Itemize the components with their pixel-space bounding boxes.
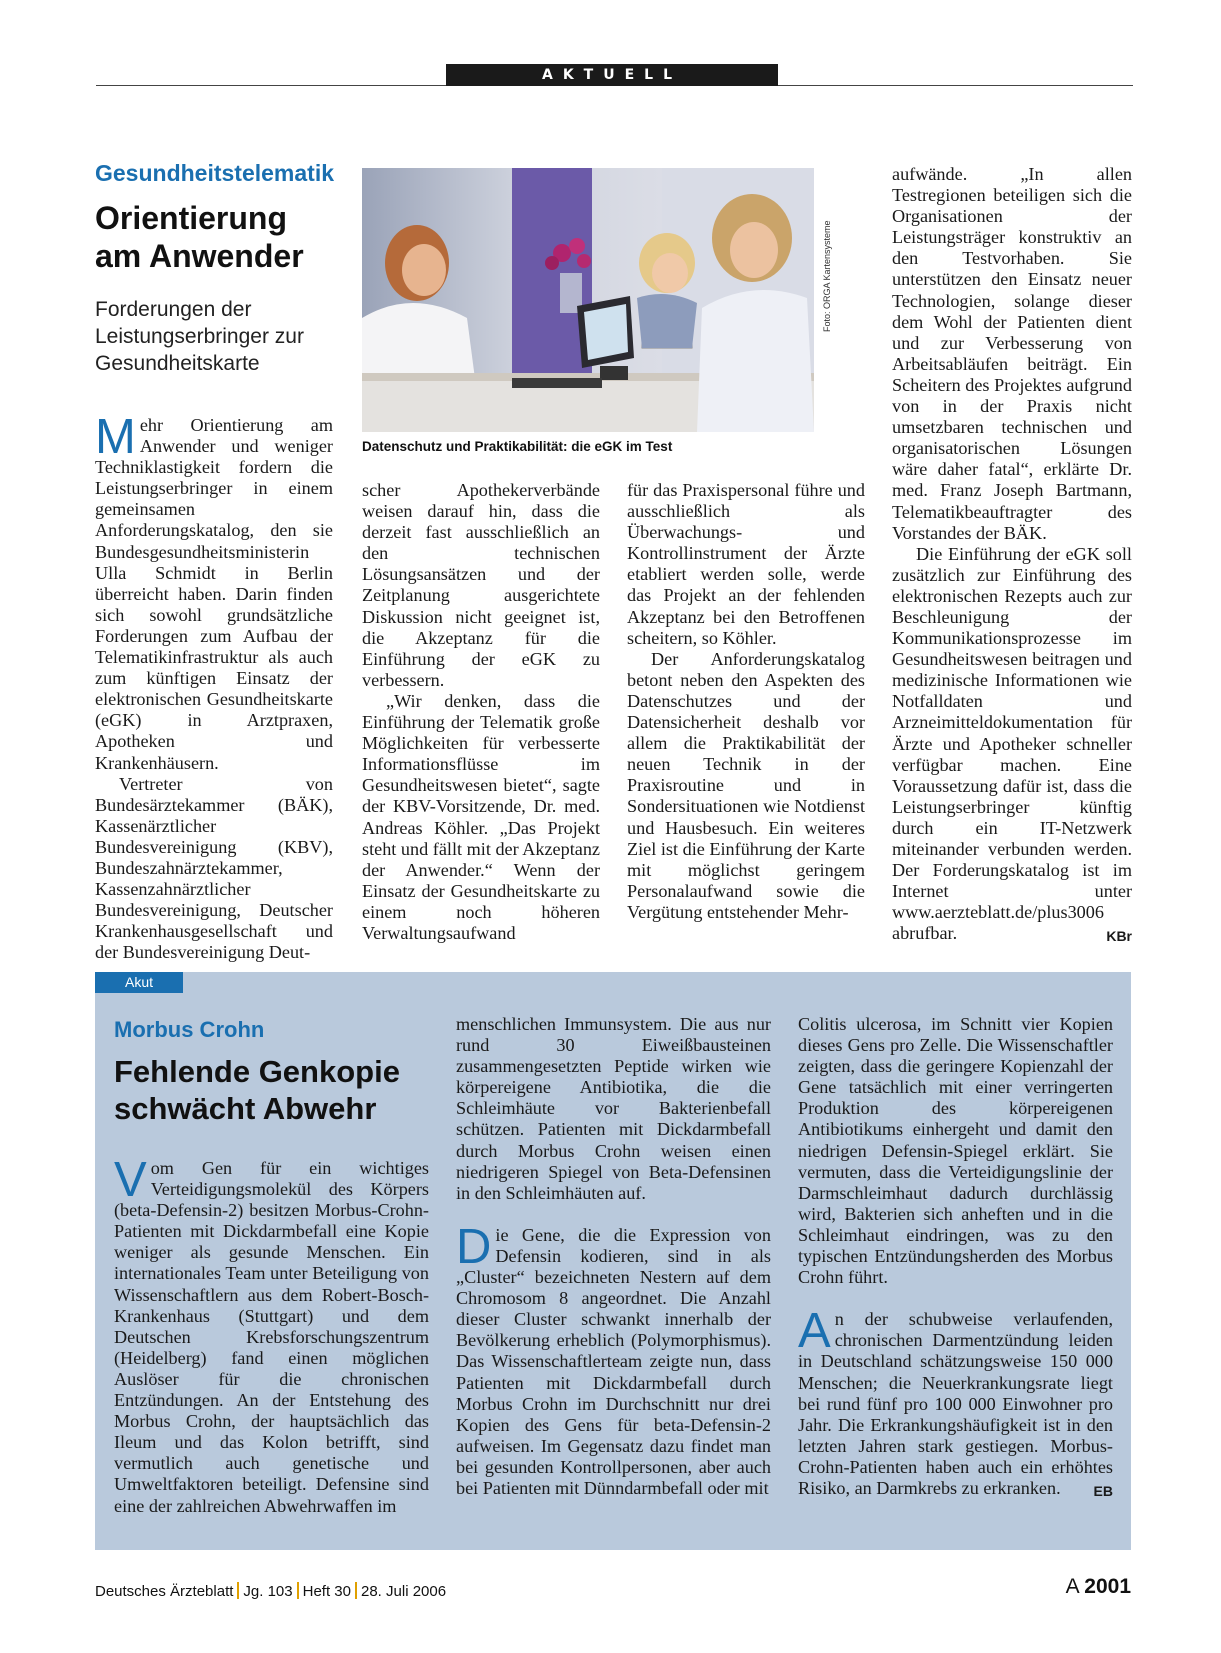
- author-signature: EB: [1093, 1482, 1113, 1499]
- article1-headline-line1: Orientierung: [95, 200, 288, 236]
- paragraph: Die Gene, die die Expression von Defensin kodieren, sind in als „Cluster“ bezeichneten Nestern auf dem Chromosom 8 angeordnet. Die Anzahl dieser Cluster schwankt innerhalb der Bevölkerung erheblich (Polymorphismus). Das Wissenschaftlerteam zeigte nun, dass Patienten mit Dickdarmbefall durch Morbus Crohn im Durchschnitt nur drei Kopien des Gens für beta-Defensin-2 aufweisen. Im Gegensatz dazu findet man bei gesunden Kontrollpersonen, aber auch bei Patienten mit Dünndarmbefall oder mit: [456, 1219, 771, 1498]
- paragraph: Mehr Orientierung am Anwender und weniger Techniklastigkeit fordern die Leistungserbringer in einem gemeinsamen Anforderungskatalog, den sie Bundesgesundheitsministerin Ulla Schmidt in Berlin überreicht haben. Darin finden sich sowohl grundsätzliche Forderungen zum Aufbau der Telematikinfrastruktur als auch zum künftigen Einsatz der elektronischen Gesundheitskarte (eGK) in Arztpraxen, Apotheken und Krankenhäusern.: [95, 410, 333, 773]
- subhead-line: Forderungen der: [95, 298, 252, 321]
- page-number: A 2001: [1065, 1575, 1131, 1598]
- drop-cap: V: [114, 1153, 147, 1207]
- footer-separator: [237, 1582, 239, 1599]
- article1-column-3: [627, 480, 865, 923]
- photo-credit: Foto: ORGA Kartensysteme: [822, 220, 832, 332]
- article1-kicker: Gesundheitstelematik: [95, 160, 335, 186]
- article2-column-1: [114, 1153, 429, 1517]
- paragraph: An der schubweise verlaufenden, chronischen Darmentzündung leiden in Deutschland schätzungsweise 150 000 Menschen; die Neuerkrankungsrate liegt bei rund fünf pro 100 000 Einwohner pro Jahr. Die Erkrankungshäufigkeit ist in den letzten Jahren stark gestiegen. Morbus-Crohn-Patienten haben auch ein erhöhtes Risiko, an Darmkrebs zu erkranken. EB: [798, 1309, 1113, 1499]
- paragraph: für das Praxispersonal führe und ausschließlich als Überwachungs- und Kontrollinstrument der Ärzte etabliert werden solle, werde das Projekt an der fehlenden Akzeptanz bei den Betroffenen scheitern, so Köhler.: [627, 480, 865, 648]
- journal-issue: Heft 30: [302, 1583, 351, 1600]
- subhead-line: Leistungserbringer zur: [95, 325, 304, 348]
- paragraph: Colitis ulcerosa, im Schnitt vier Kopien dieses Gens pro Zelle. Die Wissenschaftler zeigten, dass die geringere Kopienzahl der Gene tatsächlich mit einer verringerten Produktion des körpereigenen Antibiotikums einhergeht und damit den niedrigen Defensin-Spiegel erklärt. Sie vermuten, dass die Verteidigungslinie der Darmschleimhaut dadurch durchlässig wird, Bakterien sich anheften und in die Schleimhaut eindringen, was zu den typischen Entzündungsherden des Morbus Crohn führt.: [798, 1014, 1113, 1288]
- article1-headline-line2: am Anwender: [95, 237, 304, 274]
- paragraph: scher Apothekerverbände weisen darauf hin, dass die derzeit fast ausschließlich an den technischen Lösungsansätzen und der Zeitplanung ausgerichtete Diskussion nicht geeignet ist, die Akzeptanz für die Einführung der eGK zu verbessern.: [362, 480, 600, 690]
- drop-cap: D: [456, 1219, 492, 1274]
- paragraph: Der Anforderungskatalog betont neben den Aspekten des Datenschutzes und der Datensicherheit deshalb vor allem die Praktikabilität der neuen Technik in der Praxisroutine und in Sondersituationen wie Notdienst und Hausbesuch. Ein weiteres Ziel ist die Einführung der Karte mit möglichst geringem Personalaufwand sowie die Vergütung entstehender Mehr-: [627, 648, 865, 922]
- reception-desk-photo: [362, 168, 814, 432]
- article2-kicker: Morbus Crohn: [114, 1017, 265, 1042]
- section-label: AKTUELL: [446, 64, 778, 86]
- paragraph: „Wir denken, dass die Einführung der Telematik große Möglichkeiten für verbesserte Informationsflüsse im Gesundheitswesen bietet“, sagte der KBV-Vorsitzende, Dr. med. Andreas Köhler. „Das Projekt steht und fällt mit der Akzeptanz der Anwender.“ Wenn der Einsatz der Gesundheitskarte zu einem noch höheren Verwaltungsaufwand: [362, 690, 600, 943]
- subhead-line: Gesundheitskarte: [95, 352, 260, 375]
- photo-caption: Datenschutz und Praktikabilität: die eGK im Test: [362, 439, 673, 454]
- akut-tab: Akut: [95, 972, 183, 993]
- article1-column-1: [95, 410, 333, 963]
- footer-separator: [355, 1582, 357, 1599]
- article1-column-2: [362, 480, 600, 944]
- article2-headline-line1: Fehlende Genkopie: [114, 1054, 400, 1089]
- page-footer: [95, 1582, 446, 1600]
- drop-cap: M: [95, 410, 136, 464]
- article2-column-3: [798, 1014, 1113, 1502]
- paragraph: aufwände. „In allen Testregionen beteiligen sich die Organisationen der Leistungsträger konstruktiv an den Testvorhaben. Sie unterstützen den Einsatz neuer Technologien, solange dieser dem Wohl der Patienten dient und zur Verbesserung von Arbeitsabläufen beiträgt. Ein Scheitern des Projektes aufgrund von in der Praxis nicht umsetzbaren technischen und organisatorischen Lösungen wäre daher fatal“, erklärte Dr. med. Franz Joseph Bartmann, Telematikbeauftragter des Vorstandes der BÄK.: [892, 164, 1132, 543]
- drop-cap: A: [798, 1304, 831, 1359]
- paragraph: Vertreter von Bundesärztekammer (BÄK), Kassenärztlicher Bundesvereinigung (KBV), Bundeszahnärztekammer, Kassenzahnärztlicher Bundesvereinigung, Deutscher Krankenhausgesellschaft und der Bundesvereinigung Deut-: [95, 773, 333, 963]
- article1-headline: [95, 200, 304, 276]
- paragraph: menschlichen Immunsystem. Die aus nur rund 30 Eiweißbausteinen zusammengesetzten Peptide wirken wie körpereigene Antibiotika, die die Schleimhäute vor Bakterienbefall schützen. Patienten mit Dickdarmbefall durch Morbus Crohn weisen einen niedrigeren Spiegel von Beta-Defensinen in den Schleimhäuten auf.: [456, 1014, 771, 1203]
- paragraph: Die Einführung der eGK soll zusätzlich zur Einführung des elektronischen Rezepts auch zur Beschleunigung der Kommunikationsprozesse im Gesundheitswesen beitragen und medizinische Informationen wie Notfalldaten und Arzneimitteldokumentation für Ärzte und Apotheker schneller verfügbar machen. Eine Voraussetzung dafür ist, dass die Leistungserbringer künftig durch ein IT-Netzwerk miteinander verbunden werden. Der Forderungskatalog ist im Internet unter www.aerzteblatt.de/plus3006 abrufbar. KBr: [892, 544, 1132, 945]
- footer-separator: [297, 1582, 299, 1599]
- article1-subhead: [95, 296, 304, 377]
- author-signature: KBr: [1106, 928, 1132, 945]
- article1-column-4: [892, 164, 1132, 947]
- article2-headline-line2: schwächt Abwehr: [114, 1090, 377, 1126]
- issue-date: 28. Juli 2006: [361, 1583, 447, 1600]
- article-photo: [362, 168, 814, 432]
- paragraph: Vom Gen für ein wichtiges Verteidigungsmolekül des Körpers (beta-Defensin-2) besitzen Morbus-Crohn-Patienten mit Dickdarmbefall eine Kopie weniger als gesunde Menschen. Ein internationales Team unter Beteiligung von Wissenschaftlern aus dem Robert-Bosch-Krankenhaus (Stuttgart) und dem Deutschen Krebsforschungszentrum (Heidelberg) fand einen möglichen Auslöser für die chronischen Entzündungen. An der Entstehung des Morbus Crohn, der hauptsächlich das Ileum und das Kolon betrifft, sind vermutlich auch genetische und Umweltfaktoren beteiligt. Defensine sind eine der zahlreichen Abwehrwaffen im: [114, 1153, 429, 1516]
- journal-volume: Jg. 103: [243, 1583, 293, 1600]
- article2-headline: [114, 1054, 400, 1127]
- journal-name: Deutsches Ärzteblatt: [95, 1583, 234, 1600]
- article2-column-2: [456, 1014, 771, 1499]
